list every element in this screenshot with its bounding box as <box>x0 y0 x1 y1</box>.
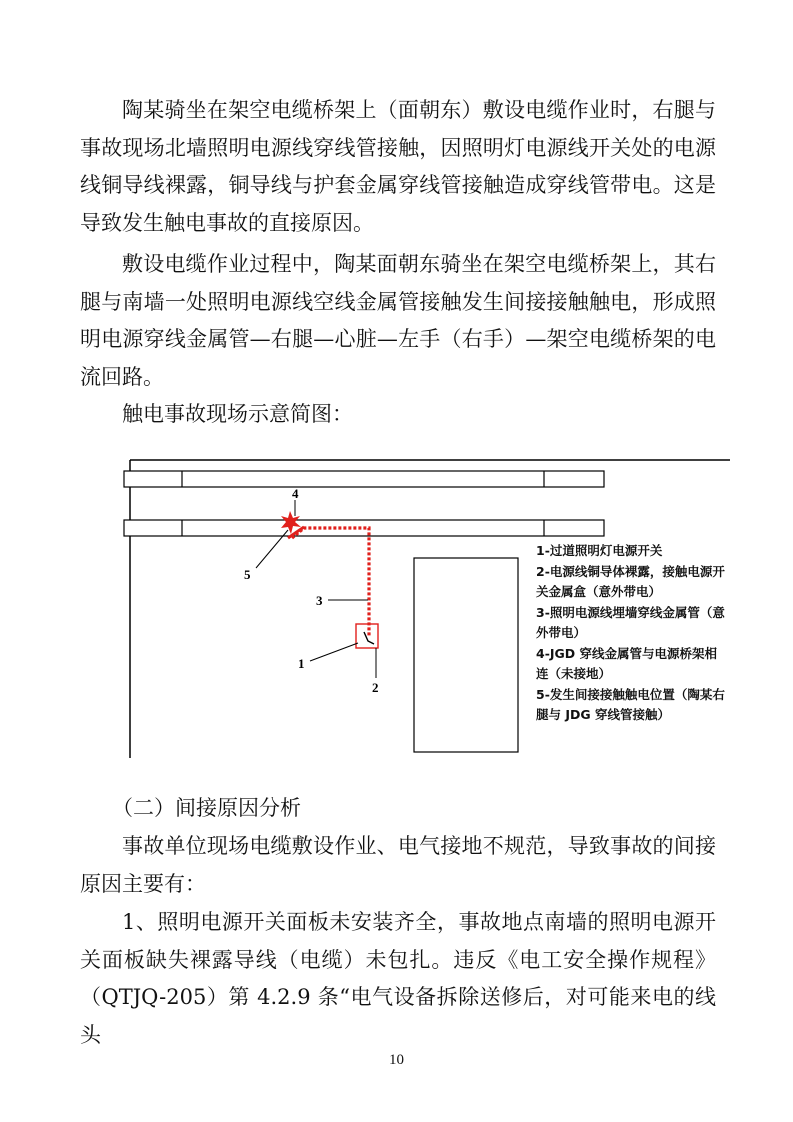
paragraph-diagram-caption: 触电事故现场示意简图： <box>122 402 353 426</box>
label-3: 3 <box>316 593 323 608</box>
legend-item-1: 1-过道照明灯电源开关 <box>536 543 663 558</box>
label-5: 5 <box>244 567 251 582</box>
door-rectangle <box>414 558 518 752</box>
paragraph-direct-cause: 陶某骑坐在架空电缆桥架上（面朝东）敷设电缆作业时，右腿与事故现场北墙照明电源线穿线管接触，因照明灯电源线开关处的电源线铜导线裸露，铜导线与护套金属穿线管接触造成穿线管带电。这是导致发生触电事故的直接原因。 <box>80 98 716 235</box>
paragraph-cause-1: 1、照明电源开关面板未安装齐全，事故地点南墙的照明电源开关面板缺失裸露导线（电缆）未包扎。违反《电工安全操作规程》（QTJQ-205）第 4.2.9 条“电气设备拆除送修后，对可能来电的线头 <box>80 910 716 1047</box>
page-number: 10 <box>389 1052 404 1068</box>
legend-item-2: 2-电源线铜导体裸露，接触电源开关金属盒（意外带电） <box>536 563 725 599</box>
paragraph-contact-description: 敷设电缆作业过程中，陶某面朝东骑坐在架空电缆桥架上，其右腿与南墙一处照明电源线空线金属管接触发生间接接触触电，形成照明电源穿线金属管—右腿—心脏—左手（右手）—架空电缆桥架的电流回路。 <box>80 252 716 389</box>
legend-item-5: 5-发生间接接触触电位置（陶某右腿与 JDG 穿线管接触） <box>536 686 725 722</box>
legend-item-3: 3-照明电源线埋墙穿线金属管（意外带电） <box>536 604 725 640</box>
label-4: 4 <box>292 486 299 501</box>
paragraph-indirect-intro: 事故单位现场电缆敷设作业、电气接地不规范，导致事故的间接原因主要有： <box>80 834 716 896</box>
conduit-path-red-dashed <box>292 528 369 636</box>
switch-box <box>356 624 378 648</box>
upper-cable-tray <box>124 471 604 487</box>
label-1: 1 <box>298 656 305 671</box>
label-2: 2 <box>372 680 379 695</box>
legend-item-4: 4-JGD 穿线金属管与电源桥架相连（未接地） <box>536 645 718 681</box>
diagram-legend <box>536 541 726 726</box>
section-heading-indirect-cause: （二）间接原因分析 <box>112 796 301 820</box>
